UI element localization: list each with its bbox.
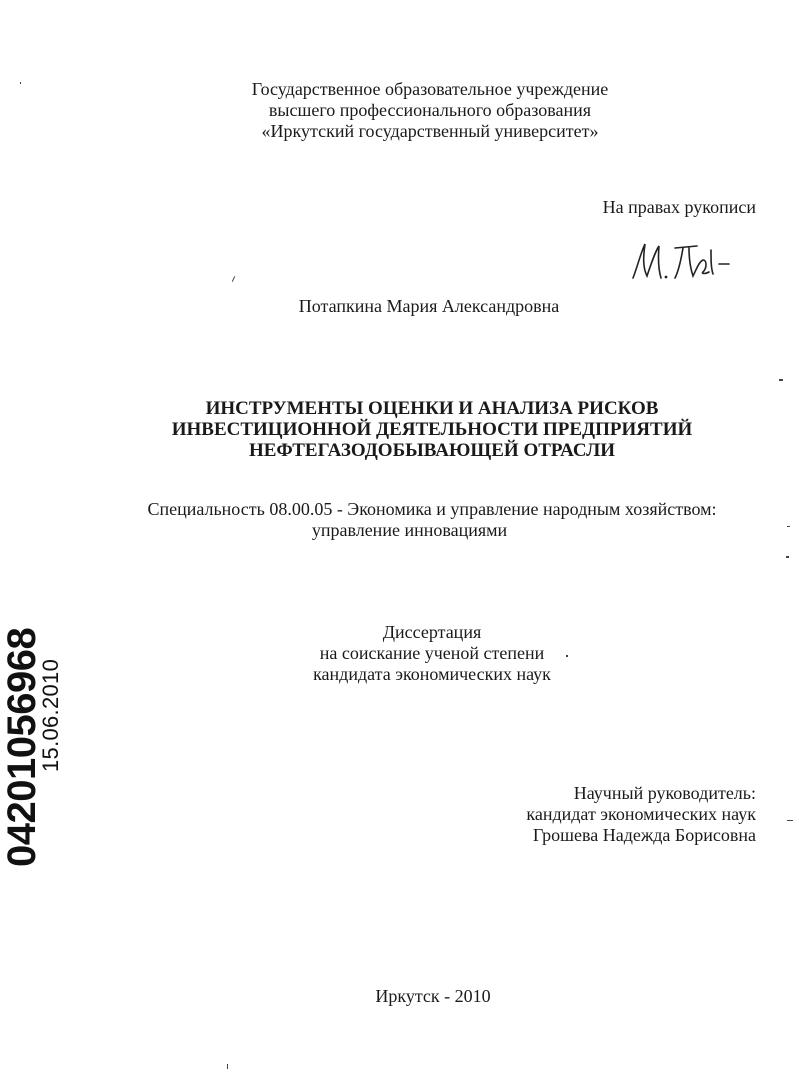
scan-speck — [227, 1064, 228, 1069]
scan-speck — [566, 655, 568, 657]
specialty-line-2: управление инновациями — [311, 520, 508, 540]
library-stamp — [0, 627, 64, 867]
scan-speck — [232, 276, 235, 282]
supervisor-name: Грошева Надежда Борисовна — [532, 825, 756, 845]
dissertation-line-2: на соискание ученой степени — [319, 643, 545, 663]
institution-line-2: высшего профессионального образования — [268, 100, 592, 120]
scan-speck — [787, 526, 790, 527]
scan-speck — [786, 556, 789, 558]
author-name: Потапкина Мария Александровна — [298, 296, 560, 316]
title-line-3: НЕФТЕГАЗОДОБЫВАЮЩЕЙ ОТРАСЛИ — [248, 440, 616, 461]
library-stamp-number: 04201056968 — [0, 627, 44, 867]
title-line-2: ИНВЕСТИЦИОННОЙ ДЕЯТЕЛЬНОСТИ ПРЕДПРИЯТИЙ — [171, 419, 693, 440]
dissertation-line-1: Диссертация — [382, 622, 482, 642]
city-year: Иркутск - 2010 — [375, 986, 491, 1006]
dissertation-title — [0, 398, 799, 461]
dissertation-type-block — [0, 622, 799, 685]
scan-speck — [20, 82, 21, 84]
scan-speck — [779, 379, 783, 381]
scan-speck — [787, 820, 793, 821]
dissertation-line-3: кандидата экономических наук — [313, 664, 551, 684]
specialty-block — [0, 499, 799, 541]
handwritten-signature — [625, 238, 735, 286]
title-line-1: ИНСТРУМЕНТЫ ОЦЕНКИ И АНАЛИЗА РИСКОВ — [205, 398, 659, 419]
supervisor-label: Научный руководитель: — [573, 783, 756, 803]
manuscript-rights-note: На правах рукописи — [602, 197, 756, 217]
supervisor-block — [526, 783, 756, 846]
institution-block — [40, 79, 799, 142]
supervisor-degree: кандидат экономических наук — [526, 804, 756, 824]
library-stamp-date: 15.06.2010 — [38, 658, 63, 772]
institution-line-3: «Иркутский государственный университет» — [261, 121, 599, 141]
specialty-line-1: Специальность 08.00.05 - Экономика и управление народным хозяйством: — [147, 499, 717, 519]
institution-line-1: Государственное образовательное учреждение — [251, 79, 609, 99]
